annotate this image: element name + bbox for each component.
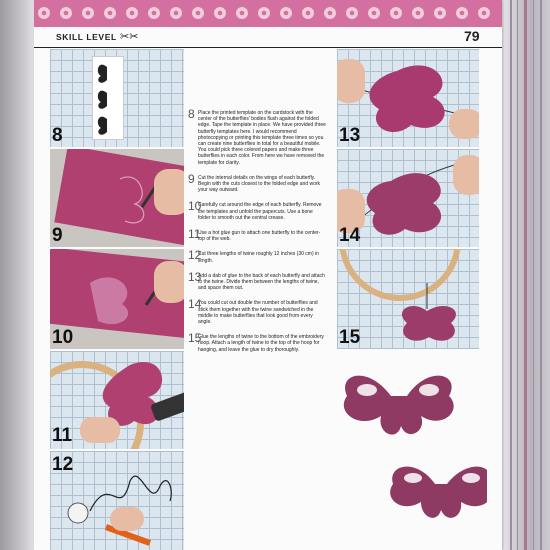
instruction-step: 10 Carefully cut around the edge of each butterfly. Remove the templates and unfold the papercuts. Use a bone folder to smooth out the central crease. (188, 199, 322, 221)
instruction-step: 14 You could cut out double the number of butterflies and stick them together with the twine sandwiched in the middle to make butterflies that look good from every angle. (188, 297, 318, 326)
step-photo-8 (50, 49, 184, 147)
step-photo-9 (50, 149, 184, 247)
template-butterflies (50, 49, 184, 147)
scissors-icon: ✂✂ (120, 31, 139, 43)
instruction-step: 9 Cut the internal details on the wings of each butterfly. Begin with the cuts closest to the folded edge and work your way outward. (188, 171, 321, 194)
instruction-step: 12 Cut three lengths of twine roughly 12 inches (30 cm) in length. (188, 248, 319, 264)
instruction-step: 11 Use a hot glue gun to attach one butterfly to the center-top of the web. (188, 227, 321, 243)
finished-butterflies (337, 360, 487, 540)
skill-level-label: SKILL LEVEL (56, 32, 117, 42)
instruction-step: 8 Place the printed template on the cardstock with the center of the butterflies' bodies flush against the folded edge. Tape the template in place. We have provided three butterfly templates here. I would recommend photocopying or printing this template three times so you can create nine butterflies in total for a beautiful mobile. You could pick three colored papers and make three butterflies in each color. From here we have removed the template for clarity. (188, 107, 326, 166)
book-page-edges (502, 0, 550, 550)
photo-label: 14 (339, 225, 361, 246)
book-page (34, 0, 502, 550)
photo-label: 10 (52, 327, 74, 348)
floral-pattern (34, 0, 502, 27)
step-photo-15 (337, 249, 479, 349)
photo-label: 9 (52, 225, 63, 246)
book-spine-shadow (0, 0, 34, 550)
photo-label: 8 (52, 125, 63, 146)
instruction-step: 13 Add a dab of glue to the back of each butterfly and attach to the twine. Divide them between the lengths of twine, and space them out. (188, 269, 325, 292)
step-photo-12 (50, 451, 184, 550)
step-photo-14 (337, 149, 479, 247)
photo-label: 12 (52, 454, 74, 475)
step-photo-13 (337, 49, 479, 147)
instructions-column (188, 107, 326, 362)
page-number: 79 (464, 28, 480, 44)
step-photo-11 (50, 351, 184, 449)
photo-label: 15 (339, 327, 361, 348)
photo-label: 13 (339, 125, 361, 146)
instruction-step: 15 Glue the lengths of twine to the bottom of the embroidery hoop. Attach a length of twine to the top of the hoop for hanging, and leave the glue to dry thoroughly. (188, 331, 324, 353)
step-photo-10 (50, 249, 184, 349)
floral-header-band (34, 0, 502, 27)
photo-label: 11 (52, 425, 73, 446)
